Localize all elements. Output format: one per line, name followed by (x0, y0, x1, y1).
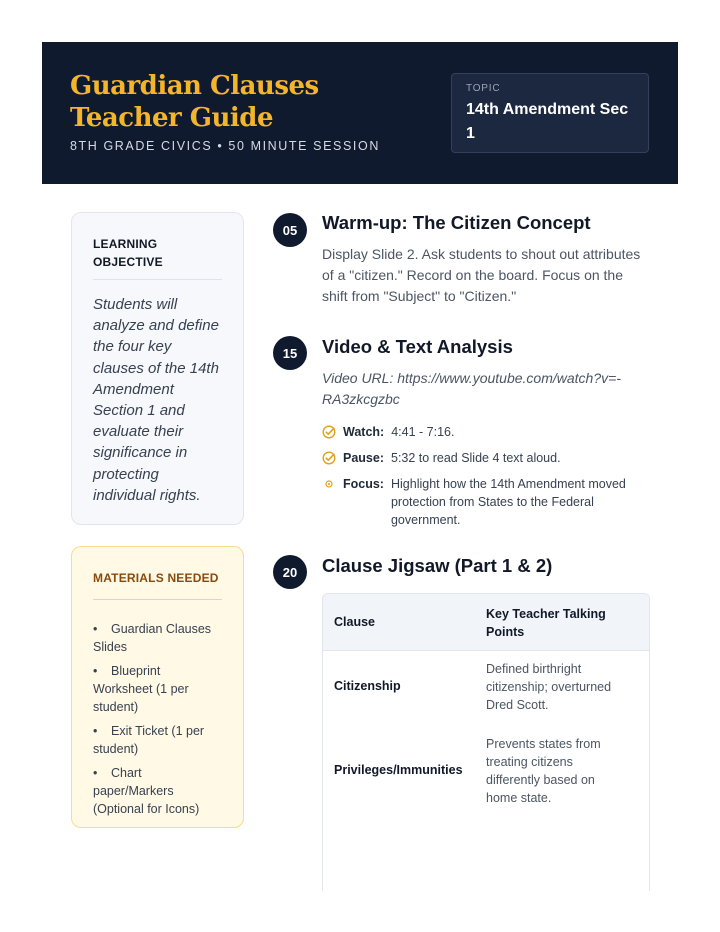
check-circle-icon (322, 425, 336, 439)
guide-header (42, 42, 678, 184)
topic-label: TOPIC (466, 83, 501, 94)
materials-heading: MATERIALS NEEDED (93, 569, 222, 600)
bullet-icon: • (93, 766, 98, 780)
topic-value: 14th Amendment Sec 1 (466, 101, 629, 142)
checklist-key: Focus: (343, 477, 384, 491)
objective-heading: LEARNING OBJECTIVE (93, 235, 222, 280)
step-title: Video & Text Analysis (322, 336, 513, 357)
talking-points-cell: Prevents states from treating citizens differently based on home state. (486, 737, 601, 805)
materials-card (71, 546, 244, 828)
table-row (323, 651, 649, 729)
materials-item: • Guardian Clauses Slides (93, 622, 212, 654)
step-minutes-badge: 15 (273, 336, 307, 370)
checklist-text: 4:41 - 7:16. (391, 425, 455, 439)
talking-points-cell: Defined birthright citizenship; overturned Dred Scott. (486, 662, 612, 712)
video-url[interactable]: Video URL: https://www.youtube.com/watch?v=-RA3zkcgzbc (322, 370, 621, 407)
column-header-clause: Clause (334, 615, 375, 629)
checklist-key: Pause: (343, 451, 384, 465)
materials-item: • Exit Ticket (1 per student) (93, 724, 205, 756)
checklist-text: Highlight how the 14th Amendment moved protection from States to the Federal government. (390, 477, 626, 527)
step-description: Display Slide 2. Ask students to shout out attributes of a "citizen." Record on the board. Focus on the shift from "Subject" to "Citizen." (322, 246, 641, 304)
page-subtitle: 8TH GRADE CIVICS • 50 MINUTE SESSION (70, 139, 380, 153)
bullet-icon: • (93, 724, 98, 738)
page-title: Guardian Clauses Teacher Guide (70, 71, 319, 133)
target-icon (322, 477, 336, 491)
materials-item: • Blueprint Worksheet (1 per student) (93, 664, 189, 714)
step-minutes-badge: 20 (273, 555, 307, 589)
topic-card (451, 73, 649, 153)
objective-text: Students will analyze and define the four key clauses of the 14th Amendment Section 1 and evaluate their significance in protecting individual rights. (93, 296, 219, 504)
clause-cell: Privileges/Immunities (334, 763, 463, 777)
learning-objective-card (71, 212, 244, 525)
checklist-text: 5:32 to read Slide 4 text aloud. (391, 451, 561, 465)
bullet-icon: • (93, 622, 98, 636)
step-checklist (322, 423, 642, 537)
step-title: Warm-up: The Citizen Concept (322, 212, 591, 233)
clause-cell: Citizenship (334, 679, 401, 693)
bullet-icon: • (93, 664, 98, 678)
checklist-key: Watch: (343, 425, 385, 439)
column-header-talking-points: Key Teacher Talking Points (486, 607, 606, 639)
clause-table (322, 593, 650, 891)
check-circle-icon (322, 451, 336, 465)
materials-item: • Chart paper/Markers (Optional for Icons) (93, 766, 200, 816)
checklist-item (322, 449, 642, 467)
table-row (323, 729, 649, 829)
step-minutes-badge: 05 (273, 213, 307, 247)
checklist-item (322, 423, 642, 441)
materials-list (93, 620, 222, 818)
checklist-item (322, 475, 642, 529)
table-header (323, 594, 649, 651)
step-title: Clause Jigsaw (Part 1 & 2) (322, 555, 553, 576)
